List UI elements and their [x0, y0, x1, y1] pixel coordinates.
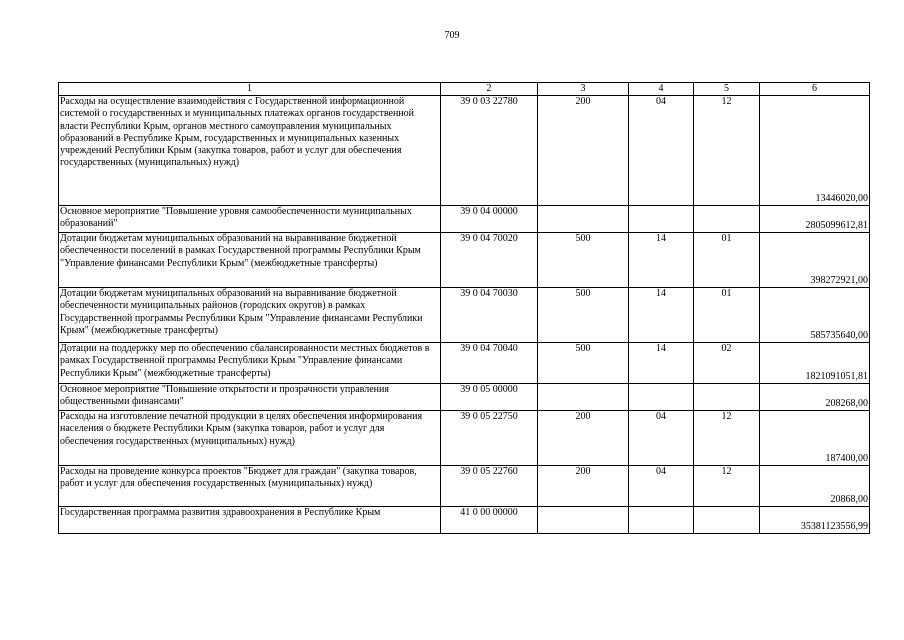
row-name: Государственная программа развития здравоохранения в Республике Крым [59, 507, 441, 534]
row-name: Дотации бюджетам муниципальных образований на выравнивание бюджетной обеспеченности поселений в рамках Государственной программы Республики Крым "Управление финансами Республики Крым" (межбюджетные трансферты) [59, 233, 441, 288]
row-target-code: 39 0 04 70020 [441, 233, 538, 288]
column-number-2: 2 [441, 83, 538, 96]
table-header-row [59, 83, 870, 96]
row-target-code: 39 0 04 00000 [441, 206, 538, 233]
row-name: Дотации бюджетам муниципальных образований на выравнивание бюджетной обеспеченности муниципальных районов (городских округов) в рамках Государственной программы Республики Крым "Управление финансами Республики Крым" (межбюджетные трансферты) [59, 288, 441, 343]
table-row [59, 466, 870, 507]
table-row [59, 384, 870, 411]
row-target-code: 39 0 05 22760 [441, 466, 538, 507]
row-section: 14 [629, 233, 694, 288]
row-expense-type: 500 [538, 288, 629, 343]
row-subsection [694, 507, 760, 534]
row-target-code: 41 0 00 00000 [441, 507, 538, 534]
column-number-6: 6 [760, 83, 870, 96]
row-name: Расходы на изготовление печатной продукции в целях обеспечения информирования населения о бюджете Республики Крым (закупка товаров, работ и услуг для обеспечения государственных (муниципальных) нужд) [59, 411, 441, 466]
row-amount: 13446020,00 [760, 96, 870, 206]
row-section: 14 [629, 343, 694, 384]
row-section [629, 384, 694, 411]
row-amount: 187400,00 [760, 411, 870, 466]
table-row [59, 96, 870, 206]
row-amount: 208268,00 [760, 384, 870, 411]
row-subsection: 12 [694, 96, 760, 206]
row-expense-type: 500 [538, 343, 629, 384]
budget-table [58, 82, 870, 534]
table-row [59, 343, 870, 384]
row-target-code: 39 0 05 22750 [441, 411, 538, 466]
row-subsection [694, 206, 760, 233]
row-target-code: 39 0 05 00000 [441, 384, 538, 411]
row-expense-type: 200 [538, 411, 629, 466]
row-expense-type [538, 206, 629, 233]
page-number: 709 [444, 30, 460, 41]
row-name: Расходы на осуществление взаимодействия с Государственной информационной системой о государственных и муниципальных платежах органов государственной власти Республики Крым, органов местного самоуправления муниципальных образований в Республике Крым, государственных и муниципальных казенных учреждений Республики Крым (закупка товаров, работ и услуг для обеспечения государственных (муниципальных) нужд) [59, 96, 441, 206]
row-amount: 35381123556,99 [760, 507, 870, 534]
row-subsection: 02 [694, 343, 760, 384]
row-section: 04 [629, 466, 694, 507]
row-subsection [694, 384, 760, 411]
row-subsection: 12 [694, 411, 760, 466]
table-row [59, 507, 870, 534]
table-row [59, 411, 870, 466]
row-target-code: 39 0 03 22780 [441, 96, 538, 206]
row-amount: 1821091051,81 [760, 343, 870, 384]
column-number-3: 3 [538, 83, 629, 96]
row-amount: 2805099612,81 [760, 206, 870, 233]
row-section: 14 [629, 288, 694, 343]
row-amount: 585735640,00 [760, 288, 870, 343]
row-section: 04 [629, 411, 694, 466]
row-expense-type: 500 [538, 233, 629, 288]
row-expense-type: 200 [538, 466, 629, 507]
row-section [629, 507, 694, 534]
column-number-4: 4 [629, 83, 694, 96]
table-row [59, 233, 870, 288]
row-section [629, 206, 694, 233]
row-name: Расходы на проведение конкурса проектов "Бюджет для граждан" (закупка товаров, работ и услуг для обеспечения государственных (муниципальных) нужд) [59, 466, 441, 507]
row-subsection: 01 [694, 288, 760, 343]
row-target-code: 39 0 04 70030 [441, 288, 538, 343]
column-number-5: 5 [694, 83, 760, 96]
table-row [59, 288, 870, 343]
row-amount: 20868,00 [760, 466, 870, 507]
row-target-code: 39 0 04 70040 [441, 343, 538, 384]
column-number-1: 1 [59, 83, 441, 96]
row-amount: 398272921,00 [760, 233, 870, 288]
row-subsection: 12 [694, 466, 760, 507]
table-row [59, 206, 870, 233]
row-name: Основное мероприятие "Повышение уровня самообеспеченности муниципальных образований" [59, 206, 441, 233]
row-name: Основное мероприятие "Повышение открытости и прозрачности управления общественными финансами" [59, 384, 441, 411]
row-expense-type: 200 [538, 96, 629, 206]
row-name: Дотации на поддержку мер по обеспечению сбалансированности местных бюджетов в рамках Государственной программы Республики Крым "Управление финансами Республики Крым" (межбюджетные трансферты) [59, 343, 441, 384]
row-subsection: 01 [694, 233, 760, 288]
row-section: 04 [629, 96, 694, 206]
row-expense-type [538, 507, 629, 534]
row-expense-type [538, 384, 629, 411]
